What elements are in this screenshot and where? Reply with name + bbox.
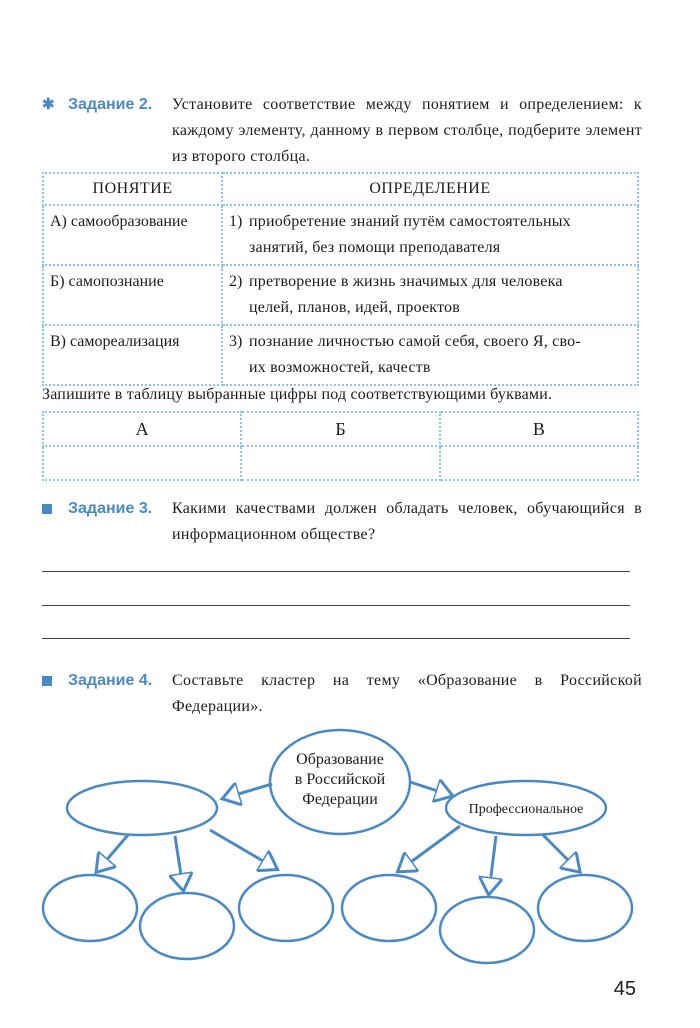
answer-line[interactable]	[42, 571, 630, 572]
matching-table	[42, 172, 639, 386]
term-cell: В) самореализация	[43, 325, 222, 385]
column-header-definition: ОПРЕДЕЛЕНИЕ	[222, 173, 638, 205]
definition-line: познание личностью самой себя, своего Я, сво-	[249, 333, 581, 350]
center-node-line: в Российской	[294, 771, 386, 788]
answer-cell-a[interactable]	[43, 446, 241, 480]
definition-number: 1)	[229, 213, 243, 230]
task-2-heading	[42, 92, 642, 170]
definition-cell	[222, 325, 638, 385]
answer-letter-a: А	[43, 412, 241, 446]
definition-number: 3)	[229, 333, 243, 350]
square-bullet-icon	[42, 668, 52, 695]
center-node-line: Федерации	[302, 791, 378, 808]
answer-cell-b[interactable]	[241, 446, 439, 480]
arrow-to-left	[225, 784, 272, 798]
child-node[interactable]	[140, 893, 234, 959]
definition-line: приобретение знаний путём самостоятельных	[249, 213, 571, 230]
task-4-label: Задание 4.	[68, 672, 153, 689]
right-branch-label: Профессиональное	[468, 802, 584, 817]
table-row	[43, 325, 638, 385]
page-number: 45	[613, 978, 636, 1000]
child-node[interactable]	[440, 897, 534, 963]
arrow	[400, 826, 460, 870]
definition-cell	[222, 205, 638, 265]
arrow-to-right	[410, 782, 450, 795]
arrow	[543, 835, 578, 870]
table-row	[43, 265, 638, 325]
definition-line: целей, планов, идей, проектов	[249, 299, 461, 316]
task-2-label: Задание 2.	[68, 96, 153, 113]
answer-cell-v[interactable]	[440, 446, 638, 480]
left-branch-node[interactable]	[67, 781, 217, 835]
definition-number: 2)	[229, 273, 243, 290]
child-node[interactable]	[538, 875, 632, 941]
task-3-heading	[42, 496, 642, 548]
arrow	[175, 836, 183, 888]
asterisk-icon: ✱	[42, 96, 55, 113]
answer-line[interactable]	[42, 605, 630, 606]
answer-instruction: Запишите в таблицу выбранные цифры под соответствующими буквами.	[42, 386, 553, 403]
answer-letter-b: Б	[241, 412, 439, 446]
child-node[interactable]	[342, 875, 436, 941]
task-2-text: Установите соответствие между понятием и определением: к каждому элементу, данному в первом столбце, подберите элемент из второго столбца.	[172, 96, 642, 165]
definition-line: претворение в жизнь значимых для человека	[249, 273, 563, 290]
arrow	[489, 836, 496, 892]
answer-letter-v: В	[440, 412, 638, 446]
table-row	[43, 205, 638, 265]
child-node[interactable]	[43, 875, 137, 941]
task-3-text: Какими качествами должен обладать человек, обучающийся в информационном обществе?	[172, 500, 642, 543]
task-3-label: Задание 3.	[68, 500, 153, 517]
term-cell: А) самообразование	[43, 205, 222, 265]
center-node-line: Образование	[296, 751, 384, 768]
definition-cell	[222, 265, 638, 325]
answer-line[interactable]	[42, 638, 630, 639]
definition-line: занятий, без помощи преподавателя	[249, 239, 501, 256]
cluster-diagram	[0, 720, 700, 970]
definition-line: их возможностей, качеств	[249, 359, 431, 376]
term-cell: Б) самопознание	[43, 265, 222, 325]
square-bullet-icon	[42, 496, 52, 523]
arrow	[98, 835, 128, 870]
task-4-heading	[42, 668, 642, 720]
child-node[interactable]	[239, 875, 333, 941]
answer-table	[42, 411, 639, 481]
column-header-term: ПОНЯТИЕ	[43, 173, 222, 205]
arrow	[210, 830, 275, 868]
task-4-text: Составьте кластер на тему «Образование в Российской Федерации».	[172, 672, 642, 715]
